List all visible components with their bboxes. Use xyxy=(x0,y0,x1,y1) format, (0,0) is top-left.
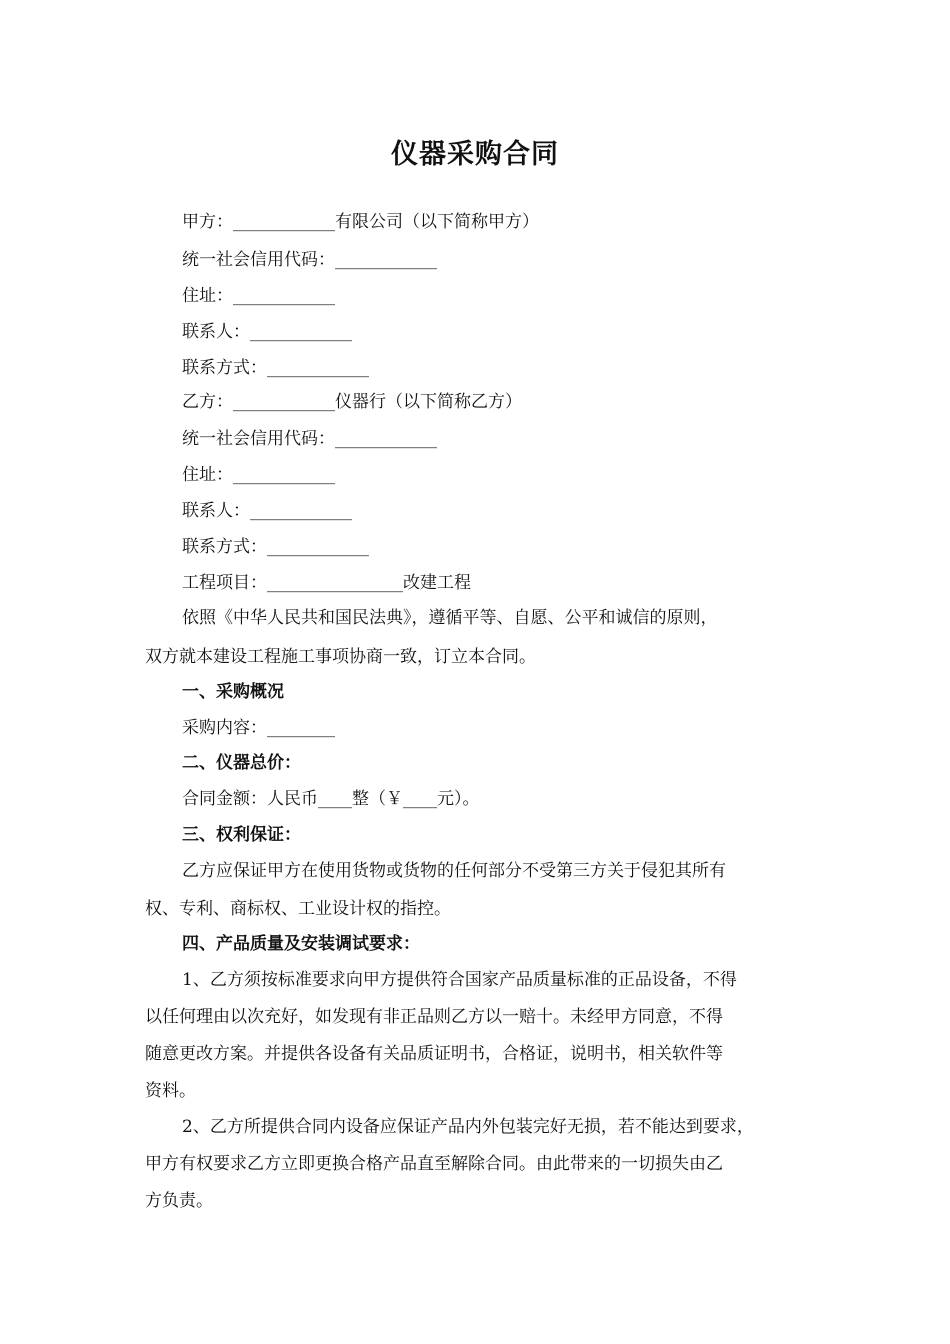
section-3-line-1: 乙方应保证甲方在使用货物或货物的任何部分不受第三方关于侵犯其所有 xyxy=(182,861,726,881)
party-a-address: 住址：____________ xyxy=(182,286,335,306)
section-4-item-2-line-2: 甲方有权要求乙方立即更换合格产品直至解除合同。由此带来的一切损失由乙 xyxy=(145,1154,723,1174)
section-3-heading: 三、权利保证： xyxy=(182,825,301,845)
party-a-credit-code: 统一社会信用代码：____________ xyxy=(182,250,437,270)
party-b-contact-method: 联系方式：____________ xyxy=(182,537,369,557)
section-4-item-2-line-1: 2、乙方所提供合同内设备应保证产品内外包装完好无损，若不能达到要求， xyxy=(182,1117,754,1137)
party-b-name: 乙方：____________仪器行（以下简称乙方） xyxy=(182,392,522,412)
preamble-line-2: 双方就本建设工程施工事项协商一致，订立本合同。 xyxy=(145,647,536,667)
project-line: 工程项目：________________改建工程 xyxy=(182,573,471,593)
section-4-item-2-line-3: 方负责。 xyxy=(145,1191,213,1211)
party-b-contact-person: 联系人：____________ xyxy=(182,501,352,521)
party-a-contact-method: 联系方式：____________ xyxy=(182,358,369,378)
section-4-heading: 四、产品质量及安装调试要求： xyxy=(182,934,420,954)
section-3-line-2: 权、专利、商标权、工业设计权的指控。 xyxy=(145,899,451,919)
section-4-item-1-line-2: 以任何理由以次充好，如发现有非正品则乙方以一赔十。未经甲方同意，不得 xyxy=(145,1007,723,1027)
document-title: 仪器采购合同 xyxy=(391,139,559,170)
section-4-item-1-line-3: 随意更改方案。并提供各设备有关品质证明书，合格证，说明书，相关软件等 xyxy=(145,1044,723,1064)
party-b-credit-code: 统一社会信用代码：____________ xyxy=(182,429,437,449)
section-1-content: 采购内容：________ xyxy=(182,718,335,738)
section-1-heading: 一、采购概况 xyxy=(182,682,284,702)
section-4-item-1-line-4: 资料。 xyxy=(145,1081,196,1101)
party-b-address: 住址：____________ xyxy=(182,465,335,485)
preamble-line-1: 依照《中华人民共和国民法典》，遵循平等、自愿、公平和诚信的原则， xyxy=(182,608,718,628)
party-a-name: 甲方：____________有限公司（以下简称甲方） xyxy=(182,212,539,232)
party-a-contact-person: 联系人：____________ xyxy=(182,322,352,342)
section-4-item-1-line-1: 1、乙方须按标准要求向甲方提供符合国家产品质量标准的正品设备，不得 xyxy=(182,970,737,990)
section-2-content: 合同金额：人民币____整（￥____元）。 xyxy=(182,789,480,809)
section-2-heading: 二、仪器总价： xyxy=(182,753,301,773)
